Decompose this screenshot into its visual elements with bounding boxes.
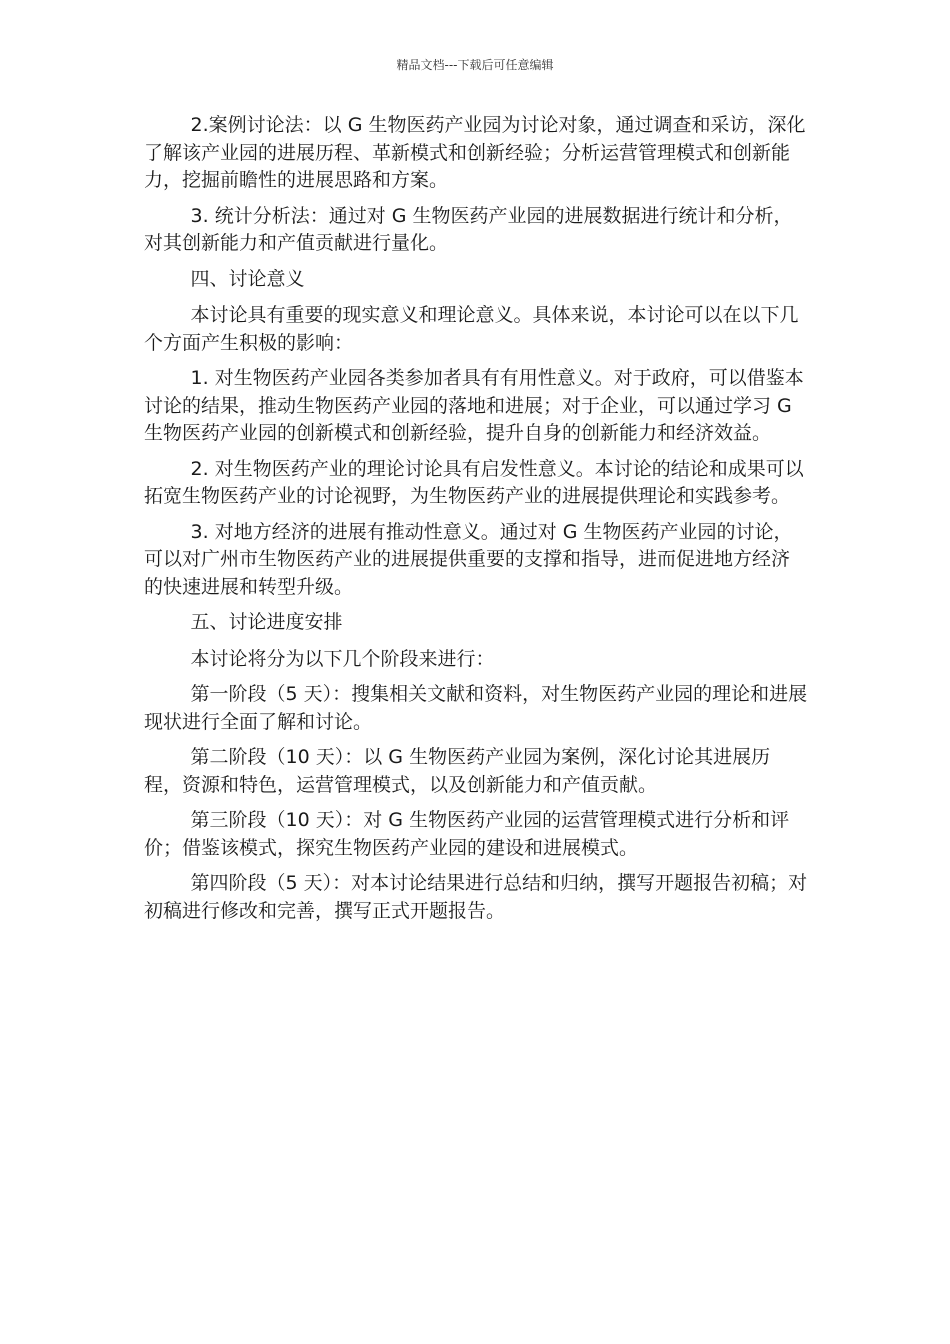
paragraph-statistical-method: 3. 统计分析法：通过对 G 生物医药产业园的进展数据进行统计和分析，对其创新能力和产值贡献进行量化。 [144,204,793,254]
paragraph-case-study-method: 2.案例讨论法：以 G 生物医药产业园为讨论对象，通过调查和采访，深化了解该产业园的进展历程、革新模式和创新经验；分析运营管理模式和创新能力，挖掘前瞻性的进展思路和方案。 [144,114,806,191]
paragraph-significance-2: 2. 对生物医药产业的理论讨论具有启发性意义。本讨论的结论和成果可以拓宽生物医药产业的讨论视野，为生物医药产业的进展提供理论和实践参考。 [144,457,804,507]
paragraph-schedule-intro: 本讨论将分为以下几个阶段来进行： [190,647,495,670]
paragraph-significance-3: 3. 对地方经济的进展有推动性意义。通过对 G 生物医药产业园的讨论，可以对广州市生物医药产业的进展提供重要的支撑和指导，进而促进地方经济的快速进展和转型升级。 [144,520,793,598]
document-body [144,112,808,933]
paragraph-significance-1: 1. 对生物医药产业园各类参加者具有有用性意义。对于政府，可以借鉴本讨论的结果，推动生物医药产业园的落地和进展；对于企业，可以通过学习 G 生物医药产业园的创新模式和创新经验，提升自身的创新能力和经济效益。 [144,367,804,444]
paragraph-phase-4: 第四阶段（5 天）：对本讨论结果进行总结和归纳，撰写开题报告初稿；对初稿进行修改和完善，撰写正式开题报告。 [144,872,808,922]
paragraph-phase-1: 第一阶段（5 天）：搜集相关文献和资料，对生物医药产业园的理论和进展现状进行全面了解和讨论。 [144,683,808,733]
paragraph-significance-intro: 本讨论具有重要的现实意义和理论意义。具体来说，本讨论可以在以下几个方面产生积极的影响： [144,304,799,354]
section-heading-schedule: 五、讨论进度安排 [190,611,343,633]
paragraph-phase-3: 第三阶段（10 天）：对 G 生物医药产业园的运营管理模式进行分析和评价；借鉴该模式，探究生物医药产业园的建设和进展模式。 [144,809,790,859]
section-heading-significance: 四、讨论意义 [190,267,305,290]
page-header: 精品文档---下载后可任意编辑 [396,58,554,72]
paragraph-phase-2: 第二阶段（10 天）：以 G 生物医药产业园为案例，深化讨论其进展历程，资源和特色，运营管理模式，以及创新能力和产值贡献。 [144,746,771,796]
